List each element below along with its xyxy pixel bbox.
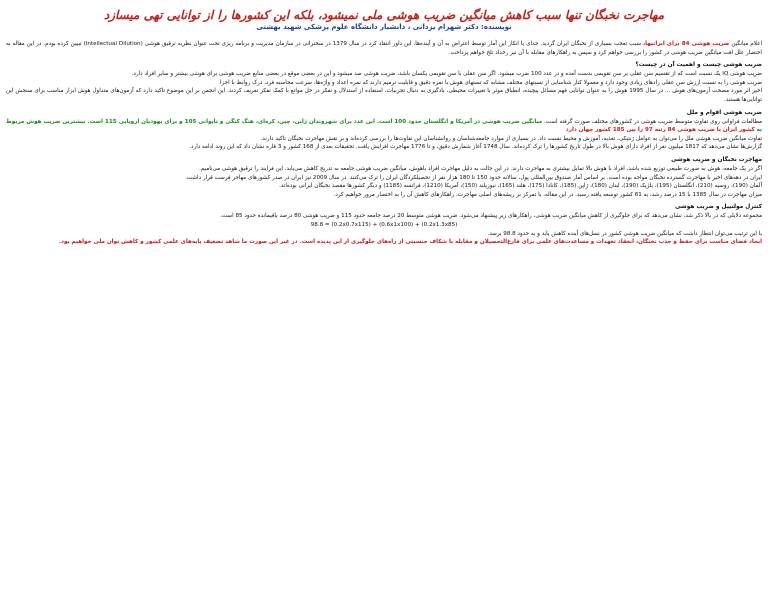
section2-paragraph-2: تفاوت میانگین ضریب هوشی ملل را می‌توان به عوامل ژنتیکی، تغذیه، آموزش و محیط نسبت داد. در بسیاری از موارد جامعه‌شناسان و روانشناسان این تفاوت‌ها را بررسی کرده‌اند و بر نقش مهاجرت نخبگان تاکید دارند.: [260, 135, 762, 142]
section2-heading: ضریب هوشی اقوام و ملل: [686, 109, 762, 116]
section4-paragraph-2: با این ترتیب می‌توان انتظار داشت که میانگین ضریب هوشی کشور در نسل‌های آینده کاهش یابد و به حدود 98.8 برسد.: [487, 230, 762, 237]
intro-line3: تبیین کرده بودم. در این مقاله به اختصار علل افت میانگین ضریب هوشی در کشور را بررسی خواهم کرد و سپس به راهکارهای مقابله با آن نیز رخداد تلخ خواهم پرداخت.: [6, 41, 762, 56]
section3-paragraph-1: اگر در یک جامعه، هوش به صورت طبیعی توزیع شده باشد، افراد با هوش بالا تمایل بیشتری به مهاجرت دارند. در این حالت به دلیل مهاجرت افراد باهوش، میانگین ضریب هوشی جامعه به تدریج کاهش می‌یابد. این فرایند را ترقیق هوشی می‌نامیم.: [199, 165, 762, 172]
intro-line2: در سال 1379 در سخنرانی در سازمان مدیریت و برنامه ریزی تحت عنوان نظریه ترقیق هوشی: [144, 41, 367, 47]
section2-lead: مطالعات فراوانی روی تفاوت متوسط ضریب هوشی در کشورهای مختلف صورت گرفته است.: [542, 118, 763, 125]
iq-formula: 98.8 = (0.2x0.7x115) + (0.6x1x100) + (0.2x1.3x85): [310, 221, 458, 228]
conclusion-highlight: ایجاد فضای مناسب برای حفظ و جذب نخبگان، انعقاد تعهدات و مساعدت‌های علمی برای فارغ‌التحصیلان و مقابله با شکاف جنسیتی از راه‌های جلوگیری از این پدیده است. در غیر این صورت ما شاهد تضعیف پایه‌های علمی کشور و کاهش توان ملی خواهیم بود.: [59, 239, 762, 246]
section3-paragraph-4: میزان مهاجرت در سال 1385 با 15 درصد رشد، به 61 کشور توسعه یافته رسید. در این مقاله، با تمرکز بر ریشه‌های اصلی مهاجرت، راهکارهای کاهش آن را به اختصار مرور خواهیم کرد.: [333, 191, 762, 198]
section3-paragraph-2: ایران در دهه‌های اخیر با مهاجرت گسترده نخبگان مواجه بوده است. بر اساس آمار صندوق بین‌المللی پول، سالانه حدود 150 تا 180 هزار نفر از تحصیلکردگان ایران را ترک می‌کنند. در سال 2009 نیز ایران در صدر کشورهای مهاجر فرست قرار داشت.: [185, 174, 762, 181]
intro-rest: سبب تعجب بسیاری از نخبگان ایران گردید. جدای با انکار این آمار توسط اعتراض به آن و آینده‌ها، این داور انتقاد کرد: [368, 41, 642, 47]
section4-heading: کنترل مولتیپل و ضریب هوشی: [675, 204, 762, 211]
author-byline: نویسنده: دکتر شهرام یزدانی ، دانشیار دانشگاه علوم پزشکی شهید بهشتی: [256, 23, 512, 31]
section1-paragraph-3: اخیر اثر مورد مصحت آزمون‌های هوش ... در سال 1995 هوش را به عنوان توانایی فهم مسائل پیچیده، انطباق موثر با تغییرات محیطی، یادگیری به دنبال تجربیات، استفاده از استدلال و تفکر در حل موانع با کمک تفکر تعریف کردند. این انجمن بر این موضوع تاکید دارد که آزمون‌های متداول هوش ابزار مناسب برای سنجش این توانایی‌ها هستند.: [6, 88, 762, 103]
section3-paragraph-3: آلمان (190)، روسیه (210)، انگلستان (195)، بلژیک (190)، لبنان (180)، ژاپن (185)، کانادا (175)، هلند (165)، نیوزیلند (150)، آمریکا (1210)، فرانسه (1185) و دیگر کشورها مقصد نخبگان ایرانی بوده‌اند.: [279, 183, 762, 190]
section2-red-highlight: کشور ایران با ضریب هوشی 84 رتبه 97 را بین 185 کشور جهان دارد: [565, 127, 755, 134]
section1-paragraph-2: ضریب هوشی را به نسبت ارزش سن عقلی رادهای زیادی وجود دارد و معمولا کنار شناسایی از نسبتهای مختلف مشابه که تستهای هوش با نمره دقیق و قابلیت ترمیم دارند که نمره اعداد و واژه‌ها، سرعت محاسبه فرد، درک روابط با اجزا: [220, 79, 762, 86]
section2-paragraph-3: گزارش‌ها نشان می‌دهد که 1817 میلیون نفر از افراد دارای هوش بالا در طول تاریخ کشورها را ترک کرده‌اند. سال 1748 آغاز شمارش دقیق، و تا 1776 مهاجرت افزایش یافت. تحقیقات بعدی از 168 کشور و 3 قاره نشان داد که این روند ادامه دارد.: [189, 144, 762, 151]
intro-highlight: ضریب هوشی 84 برای ایرانیها،: [643, 41, 730, 47]
intro-term: (Intellectual Dilution): [83, 41, 143, 47]
section3-heading: مهاجرت نخبگان و ضریب هوشی: [671, 156, 762, 163]
section1-heading: ضریب هوشی چیست و اهمیت آن در چیست؟: [635, 62, 762, 69]
section4-paragraph-1: مجموعه دلایلی که در بالا ذکر شد، نشان می‌دهد که برای جلوگیری از کاهش میانگین ضریب هوشی، راهکارهای زیر پیشنهاد می‌شود. ضریب هوشی متوسط 20 درصد جامعه حدود 115 و ضریب هوشی 80 درصد باقیمانده حدود 85 است.: [220, 213, 762, 220]
section1-paragraph-1: ضریب هوشی IQ یک نسبت است که از تقسیم سن عقلی بر سن تقویمی بدست آمده و در عدد 100 ضرب میشود. اگر سن عقلی با سن تقویمی یکسان باشد، ضریب هوشی صد میشود و این در بعضی موقع در بعضی منابع ضریب هوشی برای هوشی بیشتر و سایر افراد دارد.: [131, 71, 762, 78]
intro-paragraph: [6, 40, 762, 57]
intro-lead: اعلام میانگین: [731, 41, 762, 47]
article-title: مهاجرت نخبگان تنها سبب کاهش میانگین ضریب هوشی ملی نمیشود، بلکه این کشورها را از توانایی تهی میسازد: [103, 8, 665, 22]
section2-paragraph-1: [6, 118, 762, 135]
section2-green-highlight: میانگین ضریب هوشی در آمریکا و انگلستان حدود 100 است. این عدد برای شهروندان ژاپن، چین، کره‌ای، هنگ کنگی و تایوانی 105 و برای یهودیان اروپایی 115 است. بیشترین ضریب هوش مربوط به: [6, 118, 762, 134]
